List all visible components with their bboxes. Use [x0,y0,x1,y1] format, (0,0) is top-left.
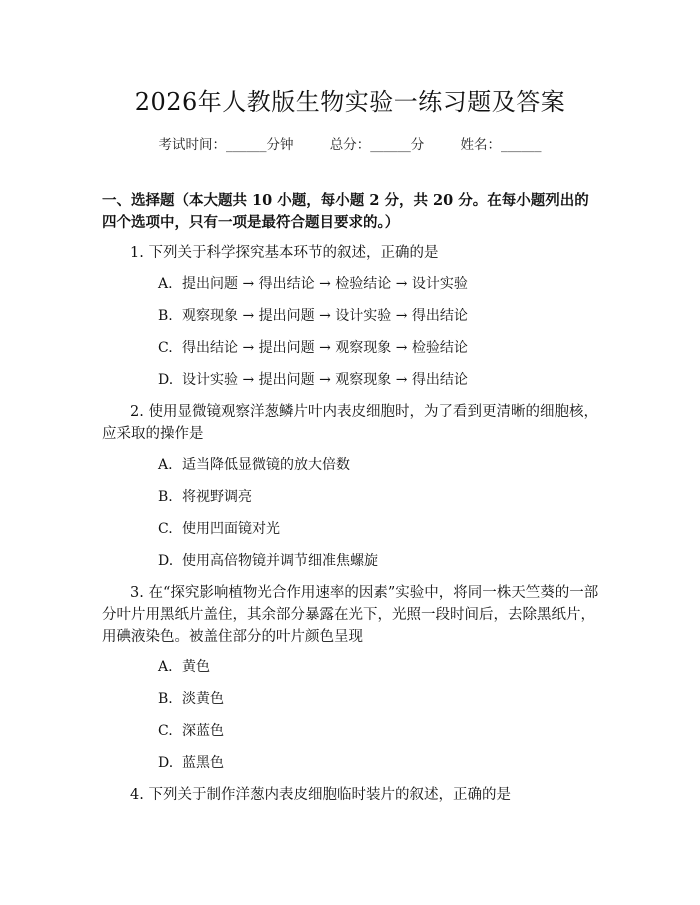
q2-option-a [158,454,598,476]
option-text: 黄色 [182,659,210,675]
option-letter: B. [158,489,173,505]
option-text: 提出问题 → 得出结论 → 检验结论 → 设计实验 [182,276,468,292]
option-text: 适当降低显微镜的放大倍数 [182,457,350,473]
option-text: 观察现象 → 提出问题 → 设计实验 → 得出结论 [182,308,468,324]
option-text: 使用高倍物镜并调节细准焦螺旋 [182,553,378,569]
option-letter: D. [158,372,174,388]
question-1: 1. 下列关于科学探究基本环节的叙述，正确的是 [130,245,439,261]
q1-option-c [158,337,598,359]
option-letter: C. [158,340,173,356]
question-2: 2. 使用显微镜观察洋葱鳞片叶内表皮细胞时，为了看到更清晰的细胞核，应采取的操作是 [102,404,598,442]
option-text: 淡黄色 [182,691,224,707]
q3-option-c [158,720,598,742]
option-text: 蓝黑色 [182,755,224,771]
option-text: 使用凹面镜对光 [182,521,280,537]
option-letter: A. [158,276,173,292]
q1-option-b [158,305,598,327]
question-4: 4. 下列关于制作洋葱内表皮细胞临时装片的叙述，正确的是 [130,787,511,803]
option-letter: C. [158,723,173,739]
option-letter: A. [158,457,173,473]
option-text: 得出结论 → 提出问题 → 观察现象 → 检验结论 [182,340,468,356]
option-letter: D. [158,553,174,569]
option-letter: A. [158,659,173,675]
q3-option-a [158,656,598,678]
option-letter: D. [158,755,174,771]
exam-time: 考试时间：______分钟 [158,137,294,153]
section-heading: 一、选择题（本大题共 10 小题，每小题 2 分，共 20 分。在每小题列出的四个选项中，只有一项是最符合题目要求的。） [102,192,589,231]
question-3: 3. 在“探究影响植物光合作用速率的因素”实验中，将同一株天竺葵的一部分叶片用黑纸片盖住，其余部分暴露在光下，光照一段时间后，去除黑纸片，用碘液染色。被盖住部分的叶片颜色呈现 [102,585,599,645]
option-letter: C. [158,521,173,537]
exam-meta [0,133,700,153]
q2-option-b [158,486,598,508]
option-letter: B. [158,308,173,324]
option-text: 将视野调亮 [182,489,252,505]
q1-option-a [158,273,598,295]
exam-name: 姓名：______ [460,137,542,153]
option-text: 设计实验 → 提出问题 → 观察现象 → 得出结论 [182,372,468,388]
q2-option-c [158,518,598,540]
q2-option-d [158,550,598,572]
q3-option-b [158,688,598,710]
option-letter: B. [158,691,173,707]
option-text: 深蓝色 [182,723,224,739]
document-title: 2026年人教版生物实验一练习题及答案 [134,88,566,116]
q3-option-d [158,752,598,774]
q1-option-d [158,369,598,391]
exam-score: 总分：______分 [329,137,425,153]
